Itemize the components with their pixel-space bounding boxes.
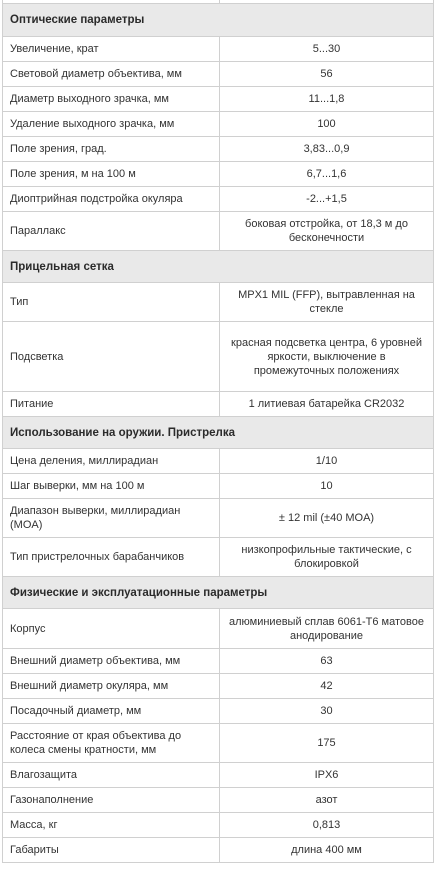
spec-value: 6,7...1,6 <box>220 162 434 187</box>
table-row <box>3 62 434 87</box>
table-row <box>3 474 434 499</box>
spec-value: -2...+1,5 <box>220 187 434 212</box>
spec-label: Питание <box>3 392 220 417</box>
spec-value: 0,813 <box>220 813 434 838</box>
spec-label: Диаметр выходного зрачка, мм <box>3 87 220 112</box>
table-row <box>3 538 434 577</box>
spec-label: Тип пристрелочных барабанчиков <box>3 538 220 577</box>
section-header-reticle <box>3 251 434 283</box>
table-row <box>3 37 434 62</box>
section-title: Прицельная сетка <box>3 251 434 283</box>
specifications-table <box>2 3 434 863</box>
spec-label: Поле зрения, град. <box>3 137 220 162</box>
spec-value: ± 12 mil (±40 MOA) <box>220 499 434 538</box>
spec-value: алюминиевый сплав 6061-T6 матовое анодирование <box>220 609 434 649</box>
spec-value: азот <box>220 788 434 813</box>
spec-value: MPX1 MIL (FFP), вытравленная на стекле <box>220 283 434 322</box>
spec-value: 30 <box>220 699 434 724</box>
spec-label: Габариты <box>3 838 220 863</box>
spec-label: Световой диаметр объектива, мм <box>3 62 220 87</box>
spec-label: Удаление выходного зрачка, мм <box>3 112 220 137</box>
table-row <box>3 212 434 251</box>
spec-value: IPX6 <box>220 763 434 788</box>
table-row <box>3 322 434 392</box>
spec-label: Влагозащита <box>3 763 220 788</box>
table-row <box>3 838 434 863</box>
spec-value: 5...30 <box>220 37 434 62</box>
spec-label: Увеличение, крат <box>3 37 220 62</box>
table-row <box>3 813 434 838</box>
spec-label: Параллакс <box>3 212 220 251</box>
table-row <box>3 724 434 763</box>
table-row <box>3 283 434 322</box>
spec-value: 63 <box>220 649 434 674</box>
table-row <box>3 609 434 649</box>
table-row <box>3 699 434 724</box>
table-row <box>3 187 434 212</box>
section-title: Использование на оружии. Пристрелка <box>3 417 434 449</box>
spec-value: боковая отстройка, от 18,3 м до бесконечности <box>220 212 434 251</box>
spec-value: 175 <box>220 724 434 763</box>
spec-label: Подсветка <box>3 322 220 392</box>
table-row <box>3 788 434 813</box>
spec-value: 42 <box>220 674 434 699</box>
table-row <box>3 87 434 112</box>
spec-label: Диапазон выверки, миллирадиан (MOA) <box>3 499 220 538</box>
section-title: Физические и эксплуатационные параметры <box>3 577 434 609</box>
spec-label: Расстояние от края объектива до колеса смены кратности, мм <box>3 724 220 763</box>
spec-value: 1/10 <box>220 449 434 474</box>
table-row <box>3 674 434 699</box>
spec-value: 1 литиевая батарейка CR2032 <box>220 392 434 417</box>
spec-value: длина 400 мм <box>220 838 434 863</box>
table-row <box>3 112 434 137</box>
spec-label: Цена деления, миллирадиан <box>3 449 220 474</box>
table-row <box>3 649 434 674</box>
section-header-zeroing <box>3 417 434 449</box>
section-title: Оптические параметры <box>3 4 434 37</box>
table-row <box>3 763 434 788</box>
spec-label: Внешний диаметр окуляра, мм <box>3 674 220 699</box>
spec-label: Поле зрения, м на 100 м <box>3 162 220 187</box>
spec-label: Внешний диаметр объектива, мм <box>3 649 220 674</box>
spec-label: Масса, кг <box>3 813 220 838</box>
spec-label: Газонаполнение <box>3 788 220 813</box>
spec-value: красная подсветка центра, 6 уровней яркости, выключение в промежуточных положениях <box>220 322 434 392</box>
spec-label: Шаг выверки, мм на 100 м <box>3 474 220 499</box>
table-row <box>3 392 434 417</box>
table-row <box>3 162 434 187</box>
table-row <box>3 499 434 538</box>
spec-value: 56 <box>220 62 434 87</box>
spec-value: 3,83...0,9 <box>220 137 434 162</box>
spec-value: 10 <box>220 474 434 499</box>
section-header-physical <box>3 577 434 609</box>
table-row <box>3 449 434 474</box>
spec-label: Диоптрийная подстройка окуляра <box>3 187 220 212</box>
spec-label: Корпус <box>3 609 220 649</box>
section-header-optics <box>3 4 434 37</box>
spec-label: Посадочный диаметр, мм <box>3 699 220 724</box>
spec-value: низкопрофильные тактические, с блокировкой <box>220 538 434 577</box>
spec-value: 100 <box>220 112 434 137</box>
spec-value: 11...1,8 <box>220 87 434 112</box>
table-row <box>3 137 434 162</box>
spec-label: Тип <box>3 283 220 322</box>
